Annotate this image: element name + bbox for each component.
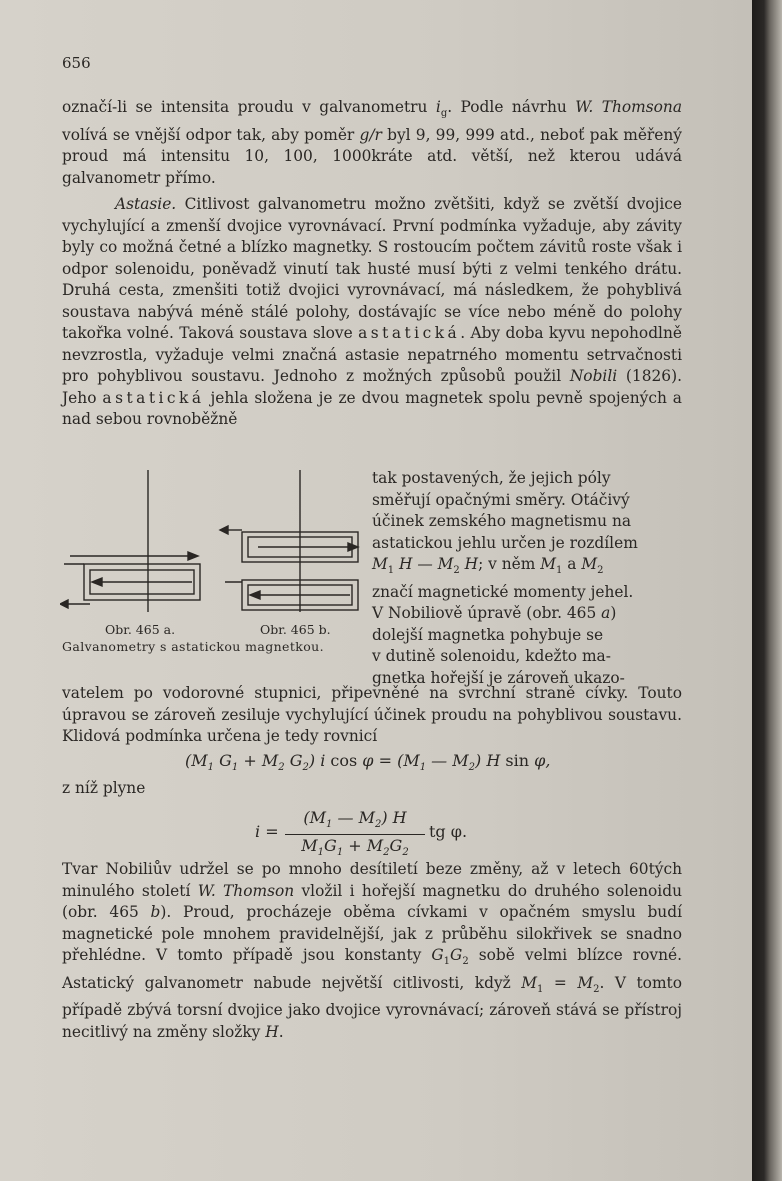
equation-current: i = ($M_1$ — $M_2$) H $M_1G_1 + M_2G_2$ tg φ. bbox=[255, 808, 468, 859]
paragraph-continuation: vatelem po vodorovné stupnici, připevněné na svrchní straně cívky. Touto úpravou se zároveň zesiluje vychylující účinek proudu na pohyblivou soustavu. Klidová podmínka určena je tedy rovnicí bbox=[62, 684, 682, 745]
figure-caption: Galvanometry s astatickou magnetkou. bbox=[62, 639, 324, 654]
figure-label-a: Obr. 465 a. bbox=[105, 622, 176, 637]
page-number: 656 bbox=[62, 54, 91, 72]
fraction-bar bbox=[285, 834, 425, 835]
figure-465b bbox=[220, 470, 358, 612]
figure-label-b: Obr. 465 b. bbox=[260, 622, 331, 637]
equation-equilibrium: ($M_1$ $G_1 + M_2$ $G_2$) i $\cos \varphi = (M_1$ — $M_2$) H sin φ, bbox=[185, 751, 551, 774]
figure-465a bbox=[60, 470, 200, 612]
section-heading-astasie: Astasie. bbox=[115, 195, 177, 213]
equation-connector: z níž plyne bbox=[62, 779, 146, 797]
paragraph-thomson: Tvar Nobiliův udržel se po mnoho desítiletí beze změny, až v letech 60tých minulého století W. Thomson vložil i hořejší magnetku do druhého solenoidu (obr. 465 b). Proud, procházeje oběma cívkami v opačném smyslu budí magnetické pole mnohem pravidelnější, jak z průběhu silokřivek se snadno přehlédne. V tomto případě jsou konstanty $G_1G_2$ sobě velmi blízce rovné. Astatický galvanometr nabude největší citlivosti, když $M_1 = M_2$. V tomto případě zbývá torsní dvojice jako dvojice vyrovnávací; zároveň stává se přístroj necitlivý na změny složky H. bbox=[62, 860, 682, 1041]
paragraph-astasie: Astasie. Citlivost galvanometru možno zvětšiti, když se zvětší dvojice vychylující a zmenší dvojice vyrovnávací. První podmínka vyžaduje, aby závity byly co možná četné a blízko magnetky. S rostoucím počtem závitů roste však i odpor solenoidu, poněvadž vinutí tak husté musí býti z velmi tenkého drátu. Druhá cesta, zmenšiti totiž dvojici vyrovnávací, má následkem, že pohyblivá soustava nabývá méně stálé polohy, dostávajíc se více nebo méně do polohy takořka volné. Taková soustava slove astatická. Aby doba kyvu nepohodlně nevzrostla, vyžaduje velmi značná astasie nepatrného momentu setrvačnosti pro pohyblivou soustavu. Jednoho z možných způsobů použil Nobili (1826). Jeho astatická jehla složena je ze dvou magnetek spolu pevně spojených a nad sebou rovnoběžně bbox=[62, 195, 682, 428]
figure-465 bbox=[60, 464, 372, 624]
book-binding-edge bbox=[752, 0, 782, 1181]
paragraph-intro: označí-li se intensita proudu v galvanometru $i_g$. Podle návrhu W. Thomsona volívá se vnější odpor tak, aby poměr g/r byl 9, 99, 999 atd., neboť pak měřený proud má intensitu 10, 100, 1000kráte atd. větší, než kterou udává galvanometr přímo. bbox=[62, 98, 682, 187]
figure-wrap-text: tak postavených, že jejich póly směřují opačnými směry. Otáčivý účinek zemského magnetismu na astatickou jehlu určen je rozdílem $M_1$ H — $M_2$ H; v něm $M_1$ a $M_2$ značí magnetické momenty jehel. V Nobiliově úpravě (obr. 465 a) dolejší magnetka pohybuje se v dutině solenoidu, kdežto ma- gnetka hořejší je zároveň ukazo- bbox=[372, 469, 638, 687]
